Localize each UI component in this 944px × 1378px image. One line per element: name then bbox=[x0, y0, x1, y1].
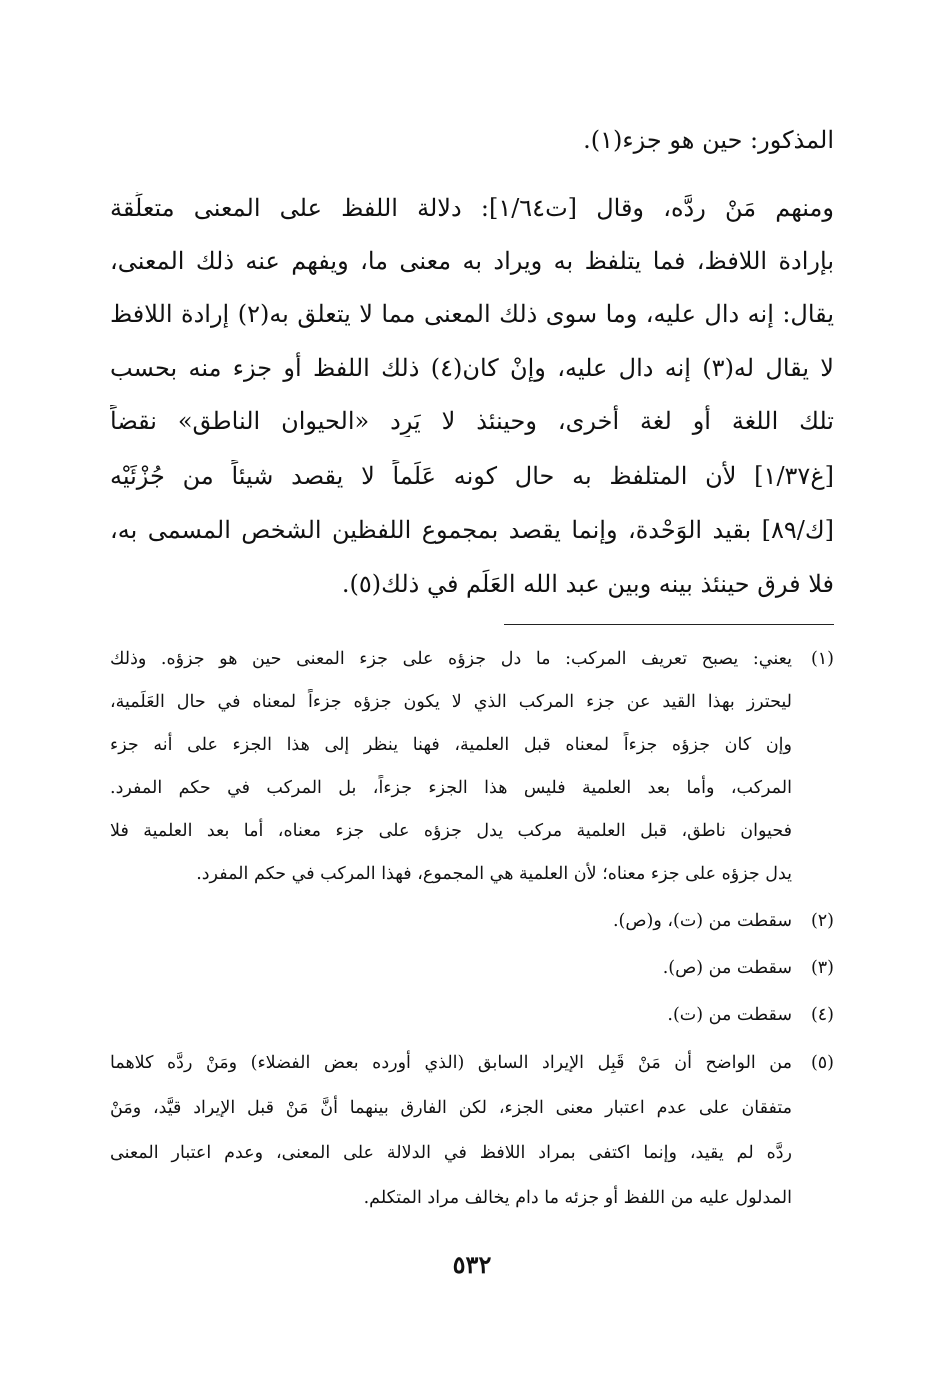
main-line-1: المذكور: حين هو جزء(١). bbox=[583, 126, 834, 154]
footnote-5-line-3: ردَّه لم يقيد، وإنما اكتفى بمراد اللافظ في الدلالة على المعنى، وعدم اعتبار المعنى bbox=[110, 1143, 792, 1163]
footnote-1-line-2: ليحترز بهذا القيد عن جزء المركب الذي لا يكون جزؤه جزءاً لمعناه في حال العَلَمية، bbox=[110, 692, 792, 712]
footnote-number-5: (٥) bbox=[810, 1053, 834, 1073]
footnote-separator bbox=[504, 624, 834, 625]
footnote-1-line-1: يعني: يصبح تعريف المركب: ما دل جزؤه على جزء المعنى حين هو جزؤه. وذلك bbox=[110, 649, 792, 669]
footnote-1-line-6: يدل جزؤه على جزء معناه؛ لأن العلمية هي المجموع، فهذا المركب في حكم المفرد. bbox=[196, 864, 792, 884]
footnote-number-4: (٤) bbox=[810, 1005, 834, 1025]
footnote-5-line-1: من الواضح أن مَنْ قَبِل الإيراد السابق (الذي أورده بعض الفضلاء) ومَنْ ردَّه كلاهما bbox=[110, 1053, 792, 1073]
footnote-1-line-5: فحيوان ناطق، قبل العلمية مركب يدل جزؤه على جزء معناه، أما بعد العلمية فلا bbox=[110, 821, 792, 841]
main-line-5: لا يقال له(٣) إنه دال عليه، وإنْ كان(٤) ذلك اللفظ أو جزء منه بحسب bbox=[110, 354, 834, 382]
main-line-4: يقال: إنه دال عليه، وما سوى ذلك المعنى مما لا يتعلق به(٢) إرادة اللافظ bbox=[110, 300, 834, 328]
footnote-4-line-1: سقطت من (ت). bbox=[667, 1005, 792, 1025]
footnote-number-2: (٢) bbox=[810, 911, 834, 931]
footnote-1-line-4: المركب، وأما بعد العلمية فليس هذا الجزء جزءاً، بل المركب في حكم المفرد. bbox=[110, 778, 792, 798]
main-line-2: ومنهم مَنْ ردَّه، وقال [ت١/٦٤]: دلالة اللفظ على المعنى متعلِّقة bbox=[110, 194, 834, 222]
footnote-number-1: (١) bbox=[810, 649, 834, 669]
main-line-9: فلا فرق حينئذ بينه وبين عبد الله العَلَم في ذلك(٥). bbox=[341, 570, 834, 598]
footnote-1-line-3: وإن كان جزؤه جزءاً لمعناه قبل العلمية، فهنا ينظر إلى هذا الجزء على أنه جزء bbox=[110, 735, 792, 755]
main-line-3: بإرادة اللافظ، فما يتلفظ به ويراد به معنى ما، ويفهم عنه ذلك المعنى، bbox=[110, 247, 834, 275]
page-number: ٥٣٢ bbox=[452, 1250, 492, 1279]
main-line-8: [ك/٨٩] بقيد الوَحْدة، وإنما يقصد بمجموع اللفظين الشخص المسمى به، bbox=[110, 516, 834, 544]
footnote-5-line-2: متفقان على عدم اعتبار معنى الجزء، لكن الفارق بينهما أنَّ مَنْ قبل الإيراد قيَّد، ومَنْ bbox=[110, 1098, 792, 1118]
footnote-2-line-1: سقطت من (ت)، و(ص). bbox=[612, 911, 792, 931]
footnote-5-line-4: المدلول عليه من اللفظ أو جزئه ما دام يخالف مراد المتكلم. bbox=[363, 1188, 792, 1208]
main-line-6: تلك اللغة أو لغة أخرى، وحينئذ لا يَرِد «الحيوان الناطق» نقضاً bbox=[110, 407, 834, 435]
footnote-number-3: (٣) bbox=[810, 958, 834, 978]
footnote-3-line-1: سقطت من (ص). bbox=[662, 958, 792, 978]
main-line-7: [غ١/٣٧] لأن المتلفظ به حال كونه عَلَماً لا يقصد شيئاً من جُزْئَيْه bbox=[110, 462, 834, 490]
